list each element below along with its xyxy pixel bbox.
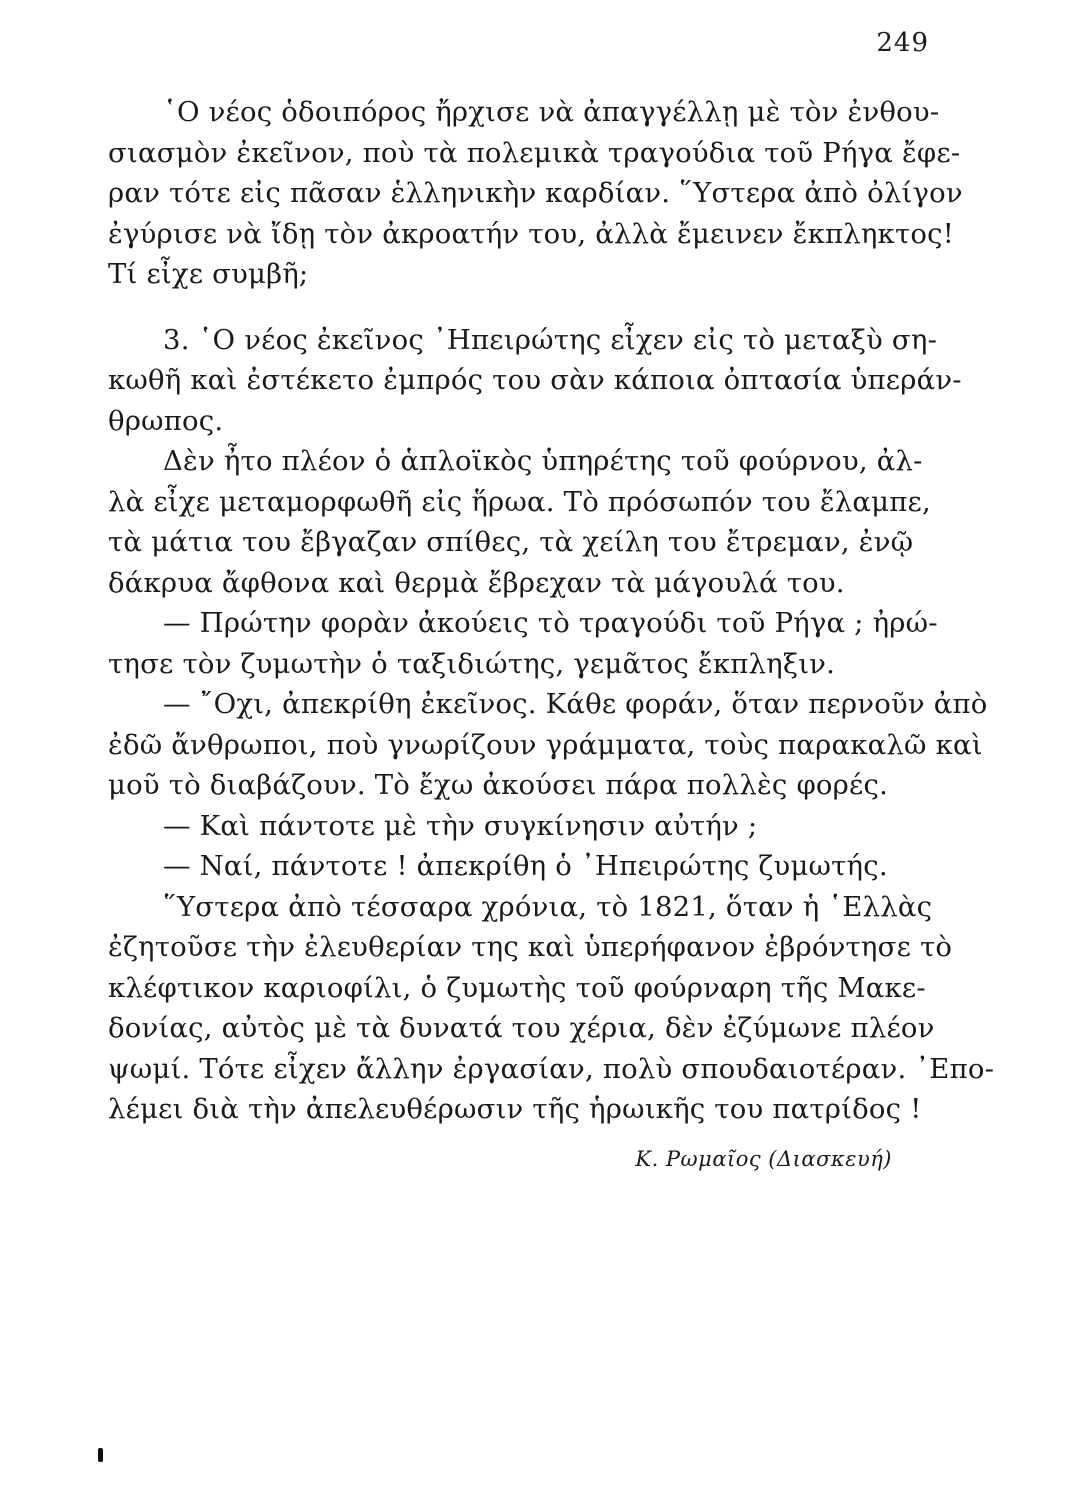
text-line: ψωμί. Τότε εἶχεν ἄλλην ἐργασίαν, πολὺ σπουδαιοτέραν. ᾿Επο- (108, 1052, 995, 1085)
text-line: θρωπος. (108, 404, 224, 437)
text-line: ραν τότε εἰς πᾶσαν ἑλληνικὴν καρδίαν. ῞Υστερα ἀπὸ ὀλίγον (108, 177, 963, 209)
text-line: κωθῆ καὶ ἐστέκετο ἐμπρός του σὰν κάποια ὀπτασία ὑπεράν- (108, 364, 962, 396)
text-line: τὰ μάτια του ἔβγαζαν σπίθες, τὰ χείλη του ἔτρεμαν, ἐνῷ (108, 526, 914, 558)
text-line: δονίας, αὐτὸς μὲ τὰ δυνατά του χέρια, δὲν ἐζύμωνε πλέον (108, 1012, 935, 1044)
text-line: κλέφτικον καριοφίλι, ὁ ζυμωτὴς τοῦ φούρναρη τῆς Μακε- (108, 971, 926, 1004)
text-line: 3. ῾Ο νέος ἐκεῖνος ᾿Ηπειρώτης εἶχεν εἰς τὸ μεταξὺ ση- (163, 323, 938, 356)
text-line: — Πρώτην φορὰν ἀκούεις τὸ τραγούδι τοῦ Ρήγα ; ἠρώ- (163, 607, 938, 639)
text-line: λὰ εἶχε μεταμορφωθῆ εἰς ἥρωα. Τὸ πρόσωπόν του ἔλαμπε, (108, 485, 931, 518)
text-line: — ῎Οχι, ἀπεκρίθη ἐκεῖνος. Κάθε φοράν, ὅταν περνοῦν ἀπὸ (163, 688, 988, 720)
text-line: ῞Υστερα ἀπὸ τέσσαρα χρόνια, τὸ 1821, ὅταν ἡ ῾Ελλὰς (163, 890, 933, 923)
text-line: σιασμὸν ἐκεῖνον, ποὺ τὰ πολεμικὰ τραγούδια τοῦ Ρήγα ἔφε- (108, 136, 961, 169)
text-line: ἐγύρισε νὰ ἴδῃ τὸν ἀκροατήν του, ἀλλὰ ἔμεινεν ἔκπληκτος! (108, 217, 954, 250)
text-line: ἐζητοῦσε τὴν ἐλευθερίαν της καὶ ὑπερήφανον ἐβρόντησε τὸ (108, 931, 953, 963)
paragraph-1 (108, 92, 963, 295)
paragraph-2 (108, 320, 995, 1130)
text-line: Δὲν ἦτο πλέον ὁ ἁπλοϊκὸς ὑπηρέτης τοῦ φούρνου, ἀλ- (163, 445, 923, 477)
author-attribution: Κ. Ρωμαῖος (Διασκευή) (635, 1147, 892, 1171)
text-line: μοῦ τὸ διαβάζουν. Τὸ ἔχω ἀκούσει πάρα πολλὲς φορές. (108, 769, 889, 801)
text-line: — Ναί, πάντοτε ! ἀπεκρίθη ὁ ᾿Ηπειρώτης ζυμωτής. (163, 850, 888, 882)
text-line: τησε τὸν ζυμωτὴν ὁ ταξιδιώτης, γεμᾶτος ἔκπληξιν. (108, 647, 836, 680)
text-line: Τί εἶχε συμβῆ; (108, 258, 309, 290)
text-line: — Καὶ πάντοτε μὲ τὴν συγκίνησιν αὐτήν ; (163, 809, 758, 842)
page-number: 249 (876, 28, 929, 58)
text-line: ῾Ο νέος ὁδοιπόρος ἤρχισε νὰ ἀπαγγέλλῃ μὲ τὸν ἐνθου- (163, 96, 940, 128)
text-line: λέμει διὰ τὴν ἀπελευθέρωσιν τῆς ἡρωικῆς του πατρίδος ! (108, 1093, 922, 1125)
body-text (108, 92, 995, 1130)
text-line: ἐδῶ ἄνθρωποι, ποὺ γνωρίζουν γράμματα, τοὺς παρακαλῶ καὶ (108, 728, 983, 761)
paragraph-gap (108, 295, 938, 320)
text-line: δάκρυα ἄφθονα καὶ θερμὰ ἔβρεχαν τὰ μάγουλά του. (108, 566, 845, 599)
ink-mark (98, 1448, 103, 1462)
